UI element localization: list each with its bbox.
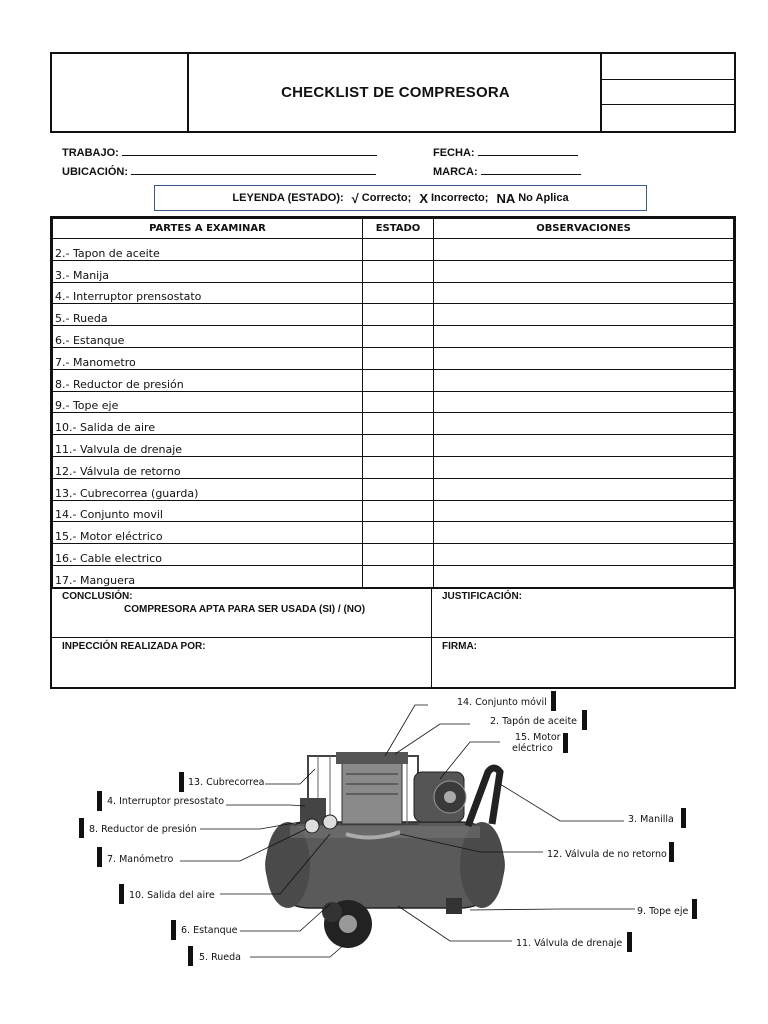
observaciones-cell[interactable] (434, 522, 734, 544)
na-text: No Aplica (518, 192, 569, 204)
part-name: 12.- Válvula de retorno (53, 456, 363, 478)
estado-cell[interactable] (363, 391, 434, 413)
checklist-table (50, 216, 736, 689)
estado-cell[interactable] (363, 413, 434, 435)
estado-cell[interactable] (363, 456, 434, 478)
observaciones-cell[interactable] (434, 304, 734, 326)
table-row (53, 435, 734, 457)
part-name: 16.- Cable electrico (53, 544, 363, 566)
table-row (53, 522, 734, 544)
estado-cell[interactable] (363, 565, 434, 587)
estado-cell[interactable] (363, 435, 434, 457)
part-name: 6.- Estanque (53, 326, 363, 348)
observaciones-cell[interactable] (434, 369, 734, 391)
trabajo-field[interactable] (62, 146, 377, 159)
table-row (53, 478, 734, 500)
conclusion-label: CONCLUSIÓN: (62, 590, 133, 602)
part-name: 7.- Manometro (53, 347, 363, 369)
fecha-field[interactable] (433, 146, 578, 159)
x-text: Incorrecto; (430, 192, 489, 204)
part-name: 13.- Cubrecorrea (guarda) (53, 478, 363, 500)
header-estado: ESTADO (363, 219, 434, 239)
logo-cell (52, 54, 189, 131)
label-motor-electrico-1: 15. Motor (515, 732, 561, 743)
estado-cell[interactable] (363, 304, 434, 326)
table-row (53, 326, 734, 348)
check-text: Correcto; (361, 192, 412, 204)
marca-label: MARCA: (433, 166, 478, 178)
label-valvula-no-retorno: 12. Válvula de no retorno (547, 849, 667, 860)
estado-cell[interactable] (363, 478, 434, 500)
table-row (53, 413, 734, 435)
part-name: 10.- Salida de aire (53, 413, 363, 435)
table-row (53, 369, 734, 391)
table-row (53, 347, 734, 369)
header-meta-row (602, 105, 734, 131)
footer-grid (52, 588, 734, 687)
justificacion-cell[interactable] (432, 589, 734, 638)
table-row (53, 239, 734, 261)
observaciones-cell[interactable] (434, 413, 734, 435)
part-name: 8.- Reductor de presión (53, 369, 363, 391)
table-row (53, 544, 734, 566)
justificacion-label: JUSTIFICACIÓN: (442, 590, 522, 602)
label-salida-aire: 10. Salida del aire (129, 890, 215, 901)
table-row (53, 456, 734, 478)
estado-cell[interactable] (363, 500, 434, 522)
part-name: 4.- Interruptor prensostato (53, 282, 363, 304)
header-meta-row (602, 54, 734, 80)
table-row (53, 304, 734, 326)
inspeccion-cell[interactable] (52, 638, 432, 687)
label-conjunto-movil: 14. Conjunto móvil (457, 697, 547, 708)
check-symbol: √ (351, 190, 359, 206)
observaciones-cell[interactable] (434, 456, 734, 478)
table-row (53, 391, 734, 413)
header-observaciones: OBSERVACIONES (434, 219, 734, 239)
trabajo-label: TRABAJO: (62, 147, 119, 159)
observaciones-cell[interactable] (434, 239, 734, 261)
header-partes: PARTES A EXAMINAR (53, 219, 363, 239)
compressor-drawing (266, 752, 504, 948)
observaciones-cell[interactable] (434, 500, 734, 522)
observaciones-cell[interactable] (434, 435, 734, 457)
label-cubrecorrea: 13. Cubrecorrea (188, 777, 265, 788)
estado-cell[interactable] (363, 326, 434, 348)
label-valvula-drenaje: 11. Válvula de drenaje (516, 938, 623, 949)
part-name: 3.- Manija (53, 260, 363, 282)
header-meta-cells (600, 54, 734, 131)
compressor-illustration (0, 684, 768, 1024)
table-row (53, 500, 734, 522)
label-manometro: 7. Manómetro (107, 854, 174, 865)
estado-cell[interactable] (363, 544, 434, 566)
estado-cell[interactable] (363, 369, 434, 391)
conclusion-text: COMPRESORA APTA PARA SER USADA (SI) / (NO) (124, 603, 366, 615)
part-name: 2.- Tapon de aceite (53, 239, 363, 261)
observaciones-cell[interactable] (434, 260, 734, 282)
observaciones-cell[interactable] (434, 478, 734, 500)
ubicacion-label: UBICACIÓN: (62, 166, 128, 178)
observaciones-cell[interactable] (434, 347, 734, 369)
label-tapon-aceite: 2. Tapón de aceite (490, 716, 578, 727)
header-meta-row (602, 80, 734, 106)
estado-cell[interactable] (363, 347, 434, 369)
fecha-line[interactable] (478, 146, 578, 156)
legend-prefix: LEYENDA (ESTADO): (232, 192, 344, 204)
fecha-label: FECHA: (433, 147, 475, 159)
trabajo-line[interactable] (122, 146, 377, 156)
part-name: 15.- Motor eléctrico (53, 522, 363, 544)
label-estanque: 6. Estanque (181, 925, 238, 936)
label-manilla: 3. Manilla (628, 814, 674, 825)
label-rueda: 5. Rueda (199, 952, 241, 963)
part-name: 5.- Rueda (53, 304, 363, 326)
compressor-diagram (0, 684, 768, 1024)
table-row (53, 260, 734, 282)
conclusion-cell[interactable] (52, 589, 432, 638)
observaciones-cell[interactable] (434, 391, 734, 413)
part-name: 17.- Manguera (53, 565, 363, 587)
firma-cell[interactable] (432, 638, 734, 687)
part-name: 11.- Valvula de drenaje (53, 435, 363, 457)
observaciones-cell[interactable] (434, 282, 734, 304)
page-title: CHECKLIST DE COMPRESORA (281, 84, 510, 101)
marca-field[interactable] (433, 165, 581, 178)
marca-line[interactable] (481, 165, 581, 175)
firma-label: FIRMA: (442, 640, 477, 652)
ubicacion-field[interactable] (62, 165, 376, 178)
label-motor-electrico-2: eléctrico (512, 743, 553, 754)
inspeccion-label: INPECCIÓN REALIZADA POR: (62, 640, 206, 652)
na-symbol: NA (496, 190, 516, 206)
part-name: 14.- Conjunto movil (53, 500, 363, 522)
part-name: 9.- Tope eje (53, 391, 363, 413)
observaciones-cell[interactable] (434, 326, 734, 348)
header-box (50, 52, 736, 133)
estado-cell[interactable] (363, 282, 434, 304)
legend-box (154, 185, 647, 211)
ubicacion-line[interactable] (131, 165, 376, 175)
table-row (53, 565, 734, 587)
table-row (53, 282, 734, 304)
label-reductor-presion: 8. Reductor de presión (89, 824, 197, 835)
estado-cell[interactable] (363, 260, 434, 282)
estado-cell[interactable] (363, 522, 434, 544)
x-symbol: X (419, 190, 428, 206)
estado-cell[interactable] (363, 239, 434, 261)
observaciones-cell[interactable] (434, 544, 734, 566)
label-tope-eje: 9. Tope eje (637, 906, 689, 917)
table-header-row (53, 219, 734, 239)
observaciones-cell[interactable] (434, 565, 734, 587)
label-interruptor-presostato: 4. Interruptor presostato (107, 796, 225, 807)
